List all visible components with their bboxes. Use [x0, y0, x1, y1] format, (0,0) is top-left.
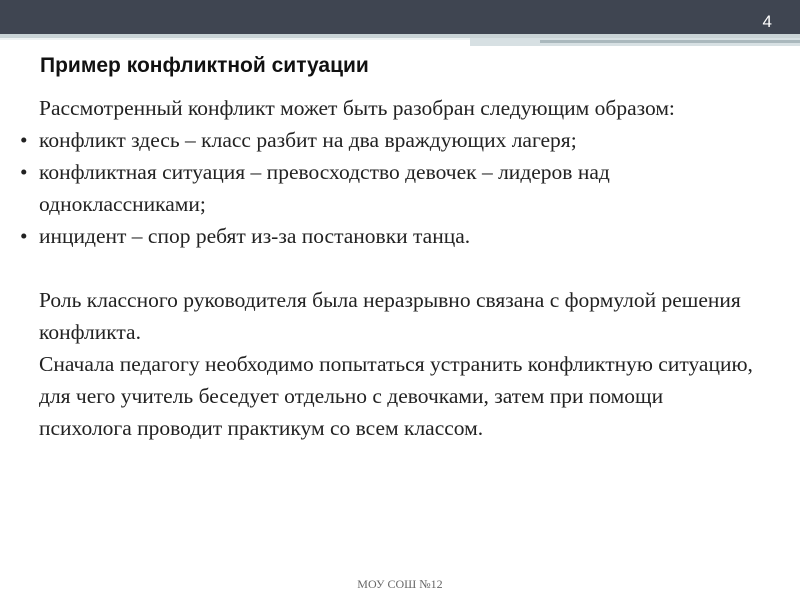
intro-paragraph: Рассмотренный конфликт может быть разобран следующим образом:: [39, 96, 675, 120]
bullet-item: • конфликтная ситуация – превосходство девочек – лидеров над одноклассниками;: [20, 156, 760, 220]
slide-title: Пример конфликтной ситуации: [40, 54, 369, 77]
slide-body: [20, 92, 760, 444]
bullet-item: • конфликт здесь – класс разбит на два враждующих лагеря;: [20, 124, 760, 156]
steps-paragraph: Сначала педагогу необходимо попытаться устранить конфликтную ситуацию, для чего учитель беседует отдельно с девочками, затем при помощи психолога проводит практикум со всем классом.: [39, 352, 753, 440]
spacer: [20, 252, 760, 284]
slide-number: 4: [762, 12, 772, 31]
footer-text: МОУ СОШ №12: [357, 577, 443, 591]
header-stripe-accent-dark: [540, 40, 800, 43]
role-paragraph: Роль классного руководителя была неразрывно связана с формулой решения конфликта.: [39, 288, 741, 344]
bullet-list: [20, 124, 760, 252]
bullet-item: • инцидент – спор ребят из-за постановки танца.: [20, 220, 760, 252]
header-bar: [0, 0, 800, 34]
